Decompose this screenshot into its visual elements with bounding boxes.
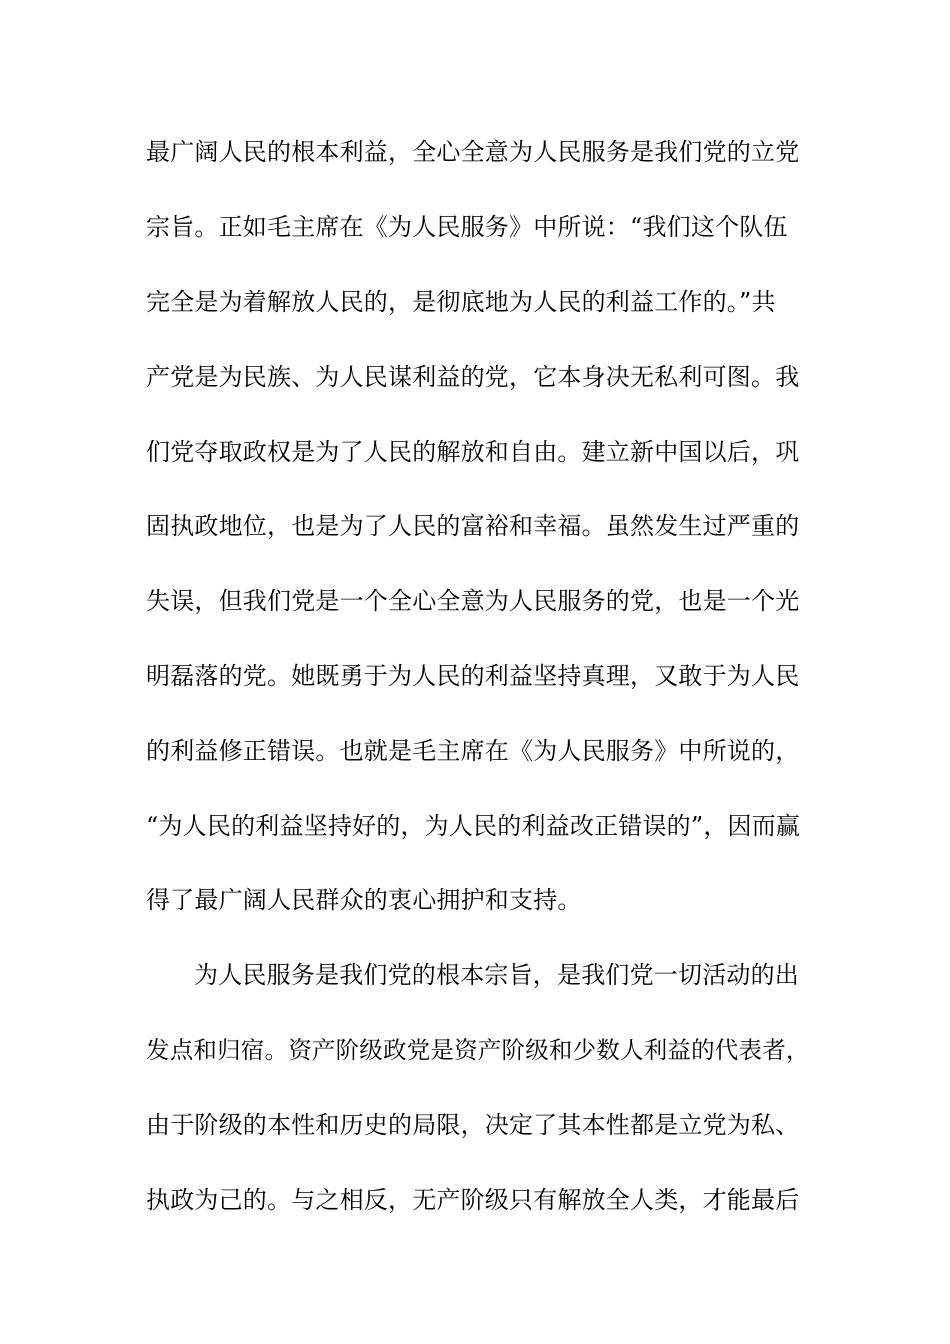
paragraph-line: 的利益修正错误。也就是毛主席在《为人民服务》中所说的，	[146, 737, 800, 765]
paragraph-line: “为人民的利益坚持好的，为人民的利益改正错误的”，因而赢	[146, 812, 801, 840]
paragraph-line: 得了最广阔人民群众的衷心拥护和支持。	[146, 886, 582, 914]
paragraph-line: 执政为己的。与之相反，无产阶级只有解放全人类，才能最后	[146, 1186, 800, 1214]
paragraph-line: 失误，但我们党是一个全心全意为人民服务的党，也是一个光	[146, 587, 800, 615]
paragraph-line: 产党是为民族、为人民谋利益的党，它本身决无私利可图。我	[146, 363, 800, 391]
paragraph-first-line: 为人民服务是我们党的根本宗旨，是我们党一切活动的出	[194, 961, 799, 989]
paragraph-line: 发点和归宿。资产阶级政党是资产阶级和少数人利益的代表者，	[146, 1036, 810, 1064]
paragraph-line: 们党夺取政权是为了人民的解放和自由。建立新中国以后，巩	[146, 438, 800, 466]
paragraph-line: 宗旨。正如毛主席在《为人民服务》中所说：“我们这个队伍	[146, 213, 788, 241]
paragraph-line: 固执政地位，也是为了人民的富裕和幸福。虽然发生过严重的	[146, 512, 800, 540]
paragraph-line: 明磊落的党。她既勇于为人民的利益坚持真理，又敢于为人民	[146, 662, 800, 690]
paragraph-line: 最广阔人民的根本利益，全心全意为人民服务是我们党的立党	[146, 138, 800, 166]
paragraph-line: 由于阶级的本性和历史的局限，决定了其本性都是立党为私、	[146, 1111, 800, 1139]
paragraph-line: 完全是为着解放人民的，是彻底地为人民的利益工作的。”共	[146, 288, 776, 316]
